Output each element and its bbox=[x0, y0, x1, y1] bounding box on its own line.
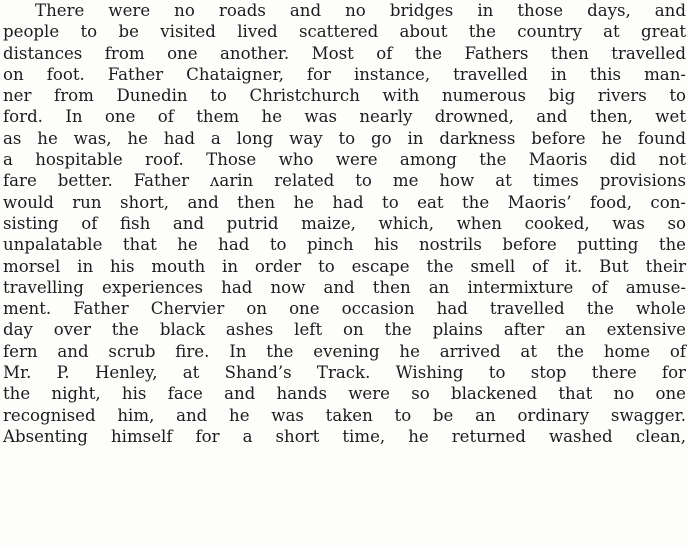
text-line: recognised him, and he was taken to be an ordinary swagger. bbox=[3, 405, 686, 425]
text-line: as he was, he had a long way to go in darkness before he found bbox=[3, 128, 686, 148]
text-line: distances from one another. Most of the Fathers then travelled bbox=[3, 43, 686, 63]
text-line: ford. In one of them he was nearly drowned, and then, wet bbox=[3, 107, 686, 127]
text-line: fern and scrub fire. In the evening he arrived at the home of bbox=[3, 341, 686, 361]
text-line: on foot. Father Chataigner, for instance, travelled in this man- bbox=[3, 64, 686, 84]
text-line: morsel in his mouth in order to escape the smell of it. But their bbox=[3, 256, 686, 276]
text-line: ner from Dunedin to Christchurch with numerous big rivers to bbox=[3, 86, 686, 106]
body-paragraph bbox=[3, 0, 686, 447]
text-line: people to be visited lived scattered about the country at great bbox=[3, 22, 686, 42]
text-line: Mr. P. Henley, at Shand’s Track. Wishing to stop there for bbox=[3, 363, 686, 383]
text-line: fare better. Father ʌarin related to me how at times provisions bbox=[3, 171, 686, 191]
text-line: There were no roads and no bridges in those days, and bbox=[35, 1, 686, 20]
text-line: would run short, and then he had to eat the Maoris’ food, con- bbox=[3, 192, 686, 212]
text-line: travelling experiences had now and then an intermixture of amuse- bbox=[3, 277, 686, 297]
text-line: the night, his face and hands were so blackened that no one bbox=[3, 384, 686, 404]
text-line: day over the black ashes left on the plains after an extensive bbox=[3, 320, 686, 340]
text-line: Absenting himself for a short time, he returned washed clean, bbox=[3, 426, 686, 446]
text-line: a hospitable roof. Those who were among the Maoris did not bbox=[3, 150, 686, 170]
text-line: sisting of fish and putrid maize, which, when cooked, was so bbox=[3, 213, 686, 233]
text-line: unpalatable that he had to pinch his nostrils before putting the bbox=[3, 235, 686, 255]
text-line: ment. Father Chervier on one occasion had travelled the whole bbox=[3, 299, 686, 319]
